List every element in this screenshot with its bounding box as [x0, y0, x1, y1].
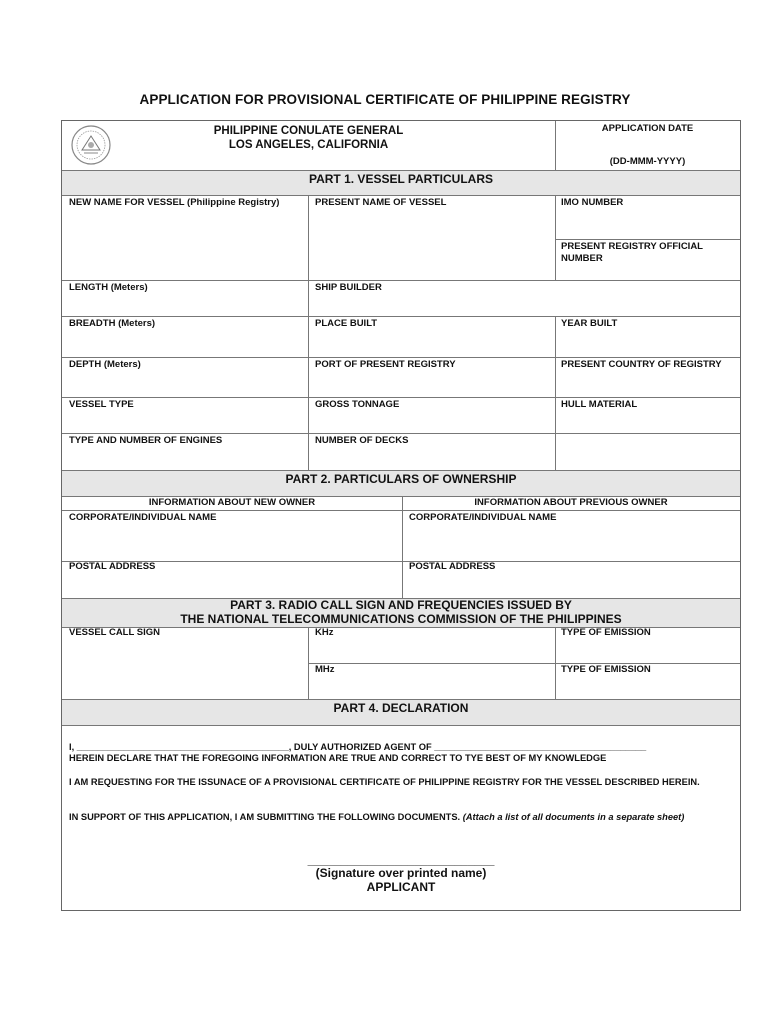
vessel-type-field[interactable]: VESSEL TYPE — [69, 399, 134, 410]
application-form — [61, 120, 741, 911]
engines-field[interactable]: TYPE AND NUMBER OF ENGINES — [69, 435, 223, 446]
length-field[interactable]: LENGTH (Meters) — [69, 282, 148, 293]
applicant-label: APPLICANT — [366, 880, 436, 894]
previous-owner-heading: INFORMATION ABOUT PREVIOUS OWNER — [474, 497, 668, 508]
new-owner-address-field[interactable]: POSTAL ADDRESS — [69, 561, 156, 572]
form-title: APPLICATION FOR PROVISIONAL CERTIFICATE OF PHILIPPINE REGISTRY — [139, 92, 631, 107]
country-registry-field[interactable]: PRESENT COUNTRY OF REGISTRY — [561, 359, 722, 370]
ship-builder-field[interactable]: SHIP BUILDER — [315, 282, 382, 293]
declaration-request: I AM REQUESTING FOR THE ISSUNACE OF A PROVISIONAL CERTIFICATE OF PHILIPPINE REGISTRY FOR THE VESSEL DESCRIBED HEREIN. — [69, 777, 700, 787]
part4-heading: PART 4. DECLARATION — [333, 701, 469, 715]
application-date-format: (DD-MMM-YYYY) — [609, 156, 686, 167]
signature-line[interactable]: ____________________________ — [307, 853, 495, 867]
new-name-field[interactable]: NEW NAME FOR VESSEL (Philippine Registry) — [69, 197, 280, 208]
support-note: (Attach a list of all documents in a separate sheet) — [462, 812, 685, 822]
office-line1: PHILIPPINE CONULATE GENERAL — [213, 125, 404, 137]
new-owner-heading: INFORMATION ABOUT NEW OWNER — [148, 497, 316, 508]
imo-number-field[interactable]: IMO NUMBER — [561, 197, 624, 208]
mhz-field[interactable]: MHz — [315, 664, 335, 675]
present-name-field[interactable]: PRESENT NAME OF VESSEL — [315, 197, 447, 208]
application-date-label: APPLICATION DATE — [601, 123, 694, 134]
registry-number-field-line2: NUMBER — [561, 253, 603, 264]
part3-heading-line2: THE NATIONAL TELECOMMUNICATIONS COMMISSION OF THE PHILIPPINES — [180, 612, 622, 626]
part1-heading: PART 1. VESSEL PARTICULARS — [308, 172, 494, 186]
office-line2: LOS ANGELES, CALIFORNIA — [228, 139, 389, 151]
part2-heading: PART 2. PARTICULARS OF OWNERSHIP — [285, 472, 517, 486]
mhz-emission-field[interactable]: TYPE OF EMISSION — [561, 664, 651, 675]
place-built-field[interactable]: PLACE BUILT — [315, 318, 378, 329]
gross-tonnage-field[interactable]: GROSS TONNAGE — [315, 399, 400, 410]
previous-owner-address-field[interactable]: POSTAL ADDRESS — [409, 561, 496, 572]
decks-field[interactable]: NUMBER OF DECKS — [315, 435, 409, 446]
signature-label: (Signature over printed name) — [315, 866, 487, 880]
call-sign-field[interactable]: VESSEL CALL SIGN — [69, 627, 160, 638]
khz-field[interactable]: KHz — [315, 627, 334, 638]
registry-number-field[interactable]: PRESENT REGISTRY OFFICIAL — [561, 241, 703, 252]
previous-owner-name-field[interactable]: CORPORATE/INDIVIDUAL NAME — [409, 512, 557, 523]
port-registry-field[interactable]: PORT OF PRESENT REGISTRY — [315, 359, 456, 370]
khz-emission-field[interactable]: TYPE OF EMISSION — [561, 627, 651, 638]
breadth-field[interactable]: BREADTH (Meters) — [69, 318, 156, 329]
declaration-support: IN SUPPORT OF THIS APPLICATION, I AM SUBMITTING THE FOLLOWING DOCUMENTS. (Attach a list of all documents in a separate sheet) — [69, 812, 685, 822]
part3-heading-line1: PART 3. RADIO CALL SIGN AND FREQUENCIES ISSUED BY — [230, 598, 572, 612]
depth-field[interactable]: DEPTH (Meters) — [69, 359, 141, 370]
declaration-line2: HEREIN DECLARE THAT THE FOREGOING INFORMATION ARE TRUE AND CORRECT TO TYE BEST OF MY KNOWLEDGE — [69, 753, 607, 763]
hull-material-field[interactable]: HULL MATERIAL — [561, 399, 638, 410]
declaration-line1[interactable]: I, _________________________________________, DULY AUTHORIZED AGENT OF _________________________________________ — [69, 742, 647, 752]
new-owner-name-field[interactable]: CORPORATE/INDIVIDUAL NAME — [69, 512, 217, 523]
year-built-field[interactable]: YEAR BUILT — [561, 318, 618, 329]
